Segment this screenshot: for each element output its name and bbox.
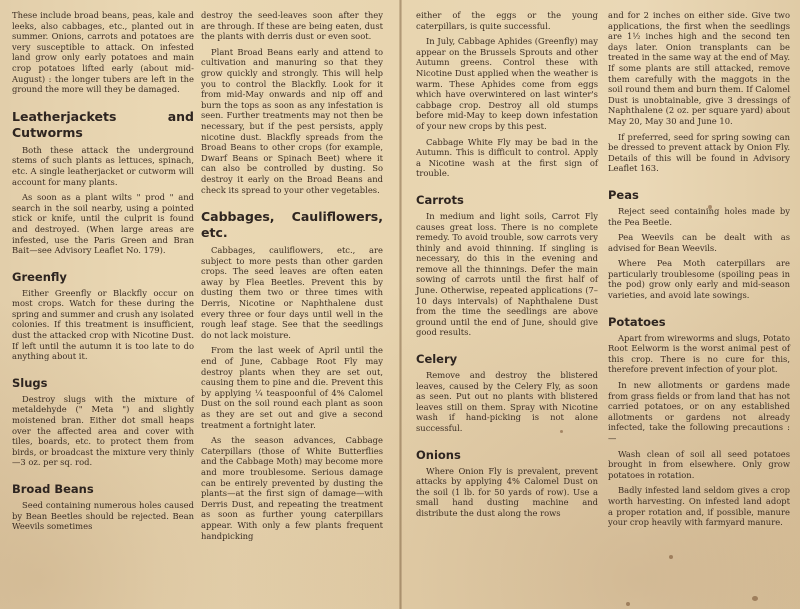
paragraph: These include broad beans, peas, kale and leeks, also cabbages, etc., planted out in summer. Onions, carrots and potatoes are very susceptible to attack. On infested land grow only early potatoes and main crop potatoes lifted early (about mid-August) : the longer tubers are left in the ground the more will they be damaged.	[12, 10, 194, 95]
paragraph: Reject seed containing holes made by the Pea Beetle.	[608, 205, 790, 227]
section-heading: Cabbages, Cauliflowers, etc.	[201, 209, 383, 241]
paragraph: Remove and destroy the blistered leaves, caused by the Celery Fly, as soon as seen. Put out no plants with blistered leaves still on them. Spray with Nicotine wash if hand-picking is not alone successful.	[416, 370, 598, 433]
section-heading: Leatherjackets and Cutworms	[12, 108, 194, 140]
foxing-spot	[708, 205, 712, 209]
foxing-spot	[560, 430, 563, 433]
paragraph: Wash clean of soil all seed potatoes brought in from elsewhere. Only grow potatoes in rotation.	[608, 448, 790, 480]
foxing-spot	[669, 555, 673, 559]
paragraph: and for 2 inches on either side. Give two applications, the first when the seedlings are 1½ inches high and the second ten days later. Onion transplants can be treated in the same way at the end of May. If some plants are still attacked, remove them carefully with the maggots in the soil round them and burn them. If Calomel Dust is unobtainable, give 3 dressings of Naphthalene (2 oz. per square yard) about May 20, May 30 and June 10.	[608, 10, 790, 126]
section-heading: Peas	[608, 187, 639, 202]
paragraph: Cabbages, cauliflowers, etc., are subject to more pests than other garden crops. The seed leaves are often eaten away by Flea Beetles. Prevent this by dusting them two or three times with Derris, Nicotine or Naphthalene dust every three or four days until well in the rough leaf stage. See that the seedlings do not lack moisture.	[201, 245, 383, 340]
paragraph: Badly infested land seldom gives a crop worth harvesting. On infested land adopt a proper rotation and, if possible, manure your crop heavily with farmyard manure.	[608, 485, 790, 528]
paragraph: Where Onion Fly is prevalent, prevent attacks by applying 4% Calomel Dust on the soil (1 lb. for 50 yards of row). Use a small hand dusting machine and distribute the dust along the rows	[416, 465, 598, 518]
page-fold	[399, 0, 402, 609]
column-3	[416, 10, 598, 524]
paragraph: In July, Cabbage Aphides (Greenfly) may appear on the Brussels Sprouts and other Autumn greens. Control these with Nicotine Dust applied when the weather is warm. These Aphides come from eggs which have overwintered on last winter's cabbage crop. Destroy all old stumps before mid-May to keep down infestation of your new crops by this pest.	[416, 36, 598, 131]
paragraph: destroy the seed-leaves soon after they are through. If these are being eaten, dust the plants with derris dust or even soot.	[201, 10, 383, 42]
column-4	[608, 10, 790, 533]
paragraph: If preferred, seed for spring sowing can be dressed to prevent attack by Onion Fly. Details of this will be found in Advisory Leaflet 163.	[608, 131, 790, 174]
paragraph: Where Pea Moth caterpillars are particularly troublesome (spoiling peas in the pod) grow only early and mid-season varieties, and avoid late sowings.	[608, 258, 790, 301]
foxing-spot	[752, 596, 758, 601]
section-heading: Celery	[416, 352, 458, 367]
column-1	[12, 10, 194, 537]
foxing-spot	[626, 602, 630, 606]
section-heading: Broad Beans	[12, 482, 94, 496]
column-2	[201, 10, 383, 546]
section-heading: Potatoes	[608, 314, 666, 329]
paragraph: In medium and light soils, Carrot Fly causes great loss. There is no complete remedy. To avoid trouble, sow carrots very thinly and avoid thinning. If singling is necessary, do this in the evening and remove all the thinnings. Defer the main sowing of carrots until the first half of June. Otherwise, repeated applications (7–10 days intervals) of Naphthalene Dust from the time the seedlings are above ground until the end of June, should give good results.	[416, 210, 598, 338]
paragraph: As soon as a plant wilts " prod " and search in the soil nearby, using a pointed stick or knife, until the culprit is found and destroyed. (When large areas are infested, use the Paris Green and Bran Bait—see Advisory Leaflet No. 179).	[12, 192, 194, 256]
paragraph: Destroy slugs with the mixture of metaldehyde (" Meta ") and slightly moistened bran. Either dot small heaps over the affected area and cover with tiles, boards, etc. to protect them from birds, or broadcast the mixture very thinly—3 oz. per sq. rod.	[12, 393, 194, 468]
paragraph: Cabbage White Fly may be bad in the Autumn. This is difficult to control. Apply a Nicotine wash at the first sign of trouble.	[416, 136, 598, 179]
paragraph: Pea Weevils can be dealt with as advised for Bean Weevils.	[608, 232, 790, 253]
paragraph: Apart from wireworms and slugs, Potato Root Eelworm is the worst animal pest of this crop. There is no cure for this, therefore prevent infection of your plot.	[608, 332, 790, 375]
section-heading: Greenfly	[12, 269, 67, 284]
paragraph: either of the eggs or the young caterpillars, is quite successful.	[416, 10, 598, 31]
section-heading: Slugs	[12, 375, 48, 390]
paragraph: Both these attack the underground stems of such plants as lettuces, spinach, etc. A single leatherjacket or cutworm will account for many plants.	[12, 144, 194, 187]
paragraph: As the season advances, Cabbage Caterpillars (those of White Butterflies and the Cabbage Moth) may become more and more troublesome. Serious damage can be entirely prevented by dusting the plants—at the first sign of damage—with Derris Dust, and repeating the treatment as soon as further young caterpillars appear. With only a few plants frequent handpicking	[201, 435, 383, 541]
paragraph: Seed containing numerous holes caused by Bean Beetles should be rejected. Bean Weevils sometimes	[12, 500, 194, 532]
section-heading: Carrots	[416, 192, 464, 207]
paragraph: Either Greenfly or Blackfly occur on most crops. Watch for these during the spring and summer and crush any isolated colonies. If this treatment is insufficient, dust the attacked crop with Nicotine Dust. If left until the autumn it is too late to do anything about it.	[12, 287, 194, 362]
paragraph: From the last week of April until the end of June, Cabbage Root Fly may destroy plants when they are set out, causing them to pine and die. Prevent this by applying ¼ teaspoonful of 4% Calomel Dust on the soil round each plant as soon as they are set out and give a second treatment a fortnight later.	[201, 345, 383, 430]
paragraph: Plant Broad Beans early and attend to cultivation and manuring so that they grow quickly and strongly. This will help you to control the Blackfly. Look for it from mid-May onwards and nip off and burn the tops as soon as any infestation is seen. Further treatments may not then be necessary, but if the pest persists, apply nicotine dust. Blackfly spreads from the Broad Beans to other crops (for example, Dwarf Beans or Spinach Beet) where it can also be controlled by dusting. So destroy it early on the Broad Beans and check its spread to your other vegetables.	[201, 46, 383, 195]
section-heading: Onions	[416, 447, 461, 462]
paragraph: In new allotments or gardens made from grass fields or from land that has not carried potatoes, or on any established allotments or gardens not already infected, take the following precautions :—	[608, 380, 790, 443]
